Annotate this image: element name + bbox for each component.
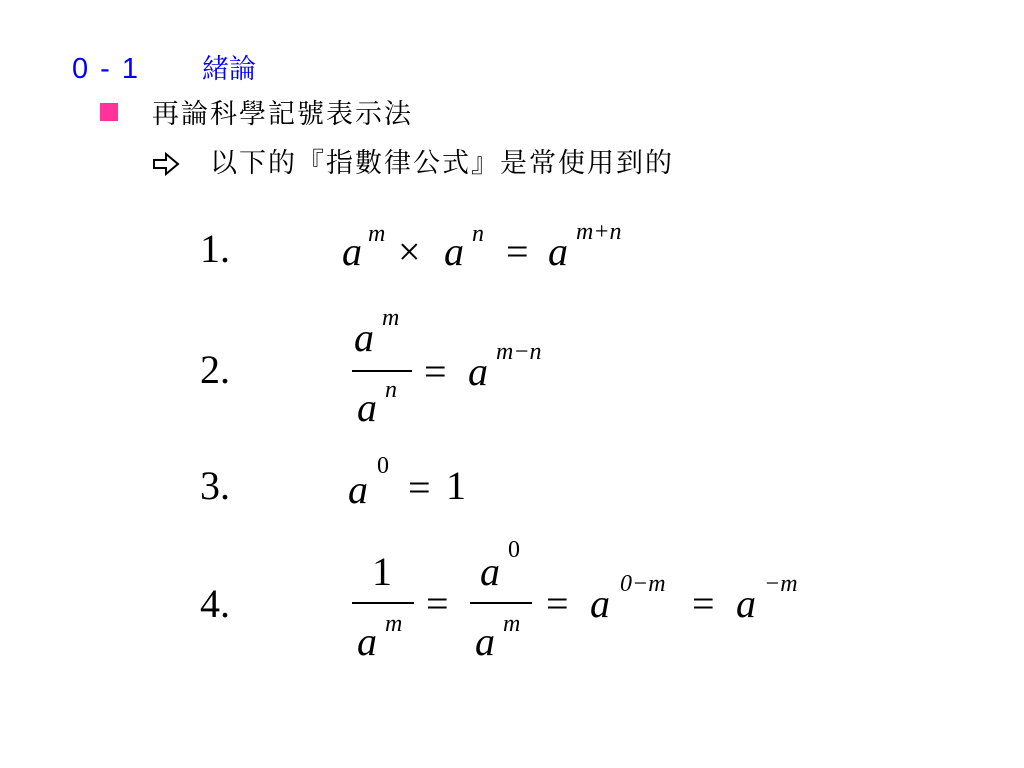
formula-3-base: a xyxy=(348,467,368,512)
formula-3-one: 1 xyxy=(446,463,466,508)
formula-4-result-base-2: a xyxy=(736,581,756,626)
formula-2-denominator-base: a xyxy=(357,385,377,430)
section-title: 緒論 xyxy=(202,54,257,85)
formula-1-base-1: a xyxy=(342,229,362,274)
formula-2-fraction-bar xyxy=(352,370,412,372)
formula-4-frac2-numerator-base: a xyxy=(480,549,500,594)
formula-1-times: × xyxy=(398,229,421,274)
hollow-arrow-right-icon xyxy=(152,152,180,176)
formula-1-base-2: a xyxy=(444,229,464,274)
formula-2-result-exp: m−n xyxy=(496,339,542,365)
formula-4-equals-1: = xyxy=(426,581,449,626)
formula-4-result-exp-2: −m xyxy=(764,571,798,597)
formula-2-result-base: a xyxy=(468,349,488,394)
formula-1-exp-n: n xyxy=(472,221,484,247)
formula-4-frac1-numerator: 1 xyxy=(372,549,392,594)
section-number: 0 - 1 xyxy=(72,53,141,85)
formula-4-result-exp-1: 0−m xyxy=(620,571,666,597)
formula-1-number: 1. xyxy=(200,226,230,271)
formula-4-frac2-bar xyxy=(470,602,532,604)
pink-square-bullet-icon xyxy=(100,103,118,121)
section-header xyxy=(72,48,256,88)
formula-4-number: 4. xyxy=(200,581,230,626)
bullet-main-text: 再論科學記號表示法 xyxy=(152,99,413,130)
formula-1-base-3: a xyxy=(548,229,568,274)
formula-2-equals: = xyxy=(424,349,447,394)
formula-2-numerator-exp: m xyxy=(382,305,400,331)
formula-2-denominator-exp: n xyxy=(385,377,397,403)
formula-4-frac2-denominator-base: a xyxy=(475,619,495,664)
formula-1-exp-m: m xyxy=(368,221,386,247)
formula-4-equals-3: = xyxy=(692,581,715,626)
formula-4-equals-2: = xyxy=(546,581,569,626)
formula-4-frac1-denominator-exp: m xyxy=(385,611,403,637)
formula-4-result-base-1: a xyxy=(590,581,610,626)
formula-3-number: 3. xyxy=(200,463,230,508)
formula-4-frac2-numerator-exp: 0 xyxy=(508,537,520,563)
formula-4-frac1-bar xyxy=(352,602,414,604)
formula-4-frac2-denominator-exp: m xyxy=(503,611,521,637)
formula-1-exp-sum: m+n xyxy=(576,219,622,245)
bullet-sub-text: 以下的『指數律公式』是常使用到的 xyxy=(210,148,674,179)
formula-3-equals: = xyxy=(408,465,431,510)
formula-3-exp-zero: 0 xyxy=(377,453,389,479)
formula-4-frac1-denominator-base: a xyxy=(357,619,377,664)
formula-1-equals: = xyxy=(506,229,529,274)
formula-2-numerator-base: a xyxy=(354,315,374,360)
formula-2-number: 2. xyxy=(200,347,230,392)
